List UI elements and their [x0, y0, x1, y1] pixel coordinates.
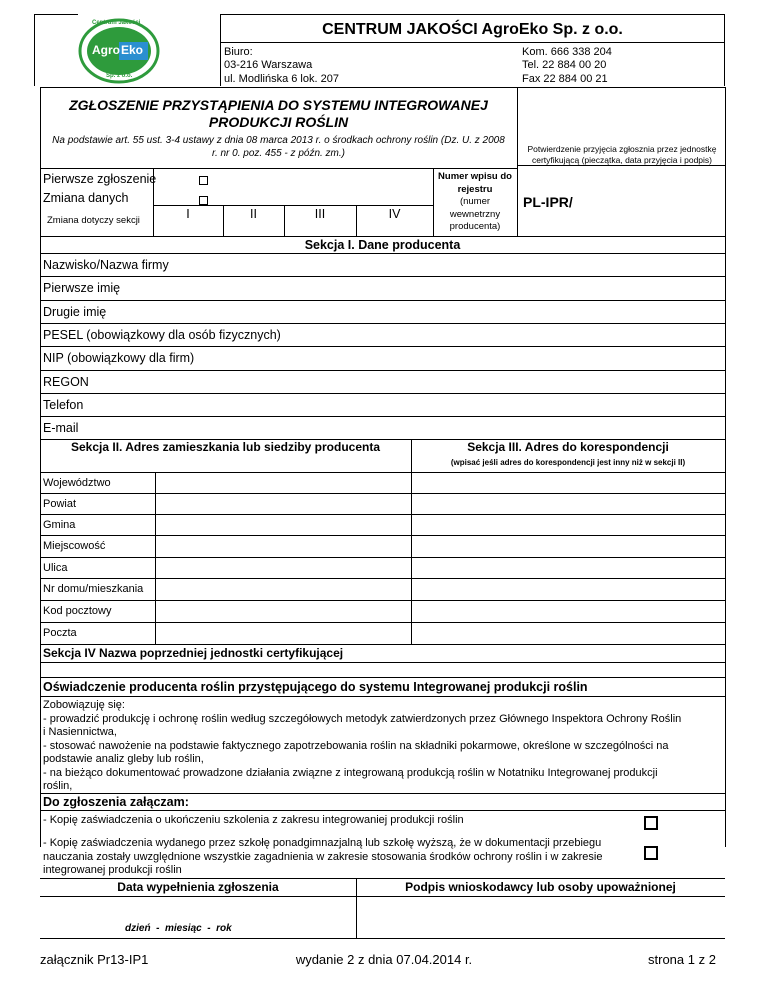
footer-attachment-id: załącznik Pr13-IP1 [40, 952, 149, 967]
field-nip[interactable]: NIP (obowiązkowy dla firm) [43, 351, 195, 365]
declaration-title: Oświadczenie producenta roślin przystępującego do systemu Integrowanej produkcji roślin [43, 680, 588, 694]
attachment-school-checkbox[interactable] [644, 846, 658, 860]
change-sections-label: Zmiana dotyczy sekcji [47, 215, 140, 226]
section-option-2[interactable]: II [250, 207, 257, 221]
company-logo [78, 18, 160, 84]
section-option-1[interactable]: I [186, 207, 190, 221]
fax: Fax 22 884 00 21 [522, 73, 608, 85]
logo-agro: Agro [92, 43, 120, 57]
phone-mobile: Kom. 666 338 204 [522, 46, 612, 58]
date-label: Data wypełnienia zgłoszenia [117, 880, 279, 894]
signature-label: Podpis wnioskodawcy lub osoby upoważnionej [405, 880, 676, 894]
field-regon[interactable]: REGON [43, 375, 89, 389]
address-town[interactable]: Miejscowość [43, 540, 106, 552]
address-house-number[interactable]: Nr domu/mieszkania [43, 583, 144, 595]
section1-title: Sekcja I. Dane producenta [304, 238, 461, 252]
confirmation-note: Potwierdzenie przyjęcia zgłosznia przez jednostkę certyfikującą (pieczątka, data przyjęcia i podpis) [527, 144, 717, 165]
section-option-3[interactable]: III [314, 207, 326, 221]
footer-edition: wydanie 2 z dnia 07.04.2014 r. [295, 952, 473, 967]
attachments-title: Do zgłoszenia załączam: [43, 795, 189, 809]
address-post-office[interactable]: Poczta [43, 627, 77, 639]
signature-field[interactable] [356, 896, 725, 938]
address-commune[interactable]: Gmina [43, 519, 76, 531]
section-option-4[interactable]: IV [388, 207, 401, 221]
section3-title: Sekcja III. Adres do korespondencji [467, 440, 669, 454]
section2-title: Sekcja II. Adres zamieszkania lub siedziby producenta [71, 440, 380, 454]
address-street[interactable]: Ulica [43, 562, 68, 574]
attachment-training-label: - Kopię zaświadczenia o ukończeniu szkolenia z zakresu integrowaniej produkcji roślin [43, 814, 464, 826]
field-second-name[interactable]: Drugie imię [43, 305, 107, 319]
date-format-hint: dzień - miesiąc - rok [125, 923, 232, 934]
office-city: 03-216 Warszawa [224, 59, 313, 71]
registry-number-field[interactable]: PL-IPR/ [523, 194, 573, 210]
legal-basis: Na podstawie art. 55 ust. 3-4 ustawy z dnia 08 marca 2013 r. o środkach ochrony roślin (Dz. U. z 2008 r. nr 0. poz. 455 - z późn. zm.) [52, 135, 505, 159]
logo-bottom-text: Sp. z o.o. [106, 73, 133, 79]
field-phone[interactable]: Telefon [43, 398, 84, 412]
address-county[interactable]: Powiat [43, 498, 77, 510]
logo-eko: Eko [121, 43, 144, 57]
phone: Tel. 22 884 00 20 [522, 59, 607, 71]
section3-note: (wpisać jeśli adres do korespondencji jest inny niż w sekcji II) [450, 458, 686, 467]
office-street: ul. Modlińska 6 lok. 207 [224, 73, 339, 85]
attachment-school-label: - Kopię zaświadczenia wydanego przez szkołę ponadgimnazjalną lub szkołę wyższą, że w dokumentacji przebiegu nauczania zostały uwzględnione wszystkie zagadnienia w zakresie stosowania środków ochrony roślin i w zakresie integrowanej produkcji roślin [43, 837, 603, 876]
address-postal-code[interactable]: Kod pocztowy [43, 605, 112, 617]
address-voivodeship[interactable]: Województwo [43, 477, 111, 489]
declaration-text: Zobowiązuję się: - prowadzić produkcję i ochronę roślin według szczegółowych metodyk zatwierdzonych przez Głównego Inspektora Ochrony Roślin i Nasiennictwa, - stosować nawożenie na podstawie faktycznego zapotrzebowania roślin na składniki pokarmowe, określone w szczególności na podstawie analiz gleby lub roślin, - na bieżąco dokumentować prowadzone działania związne z integrowaną produkcją roślin w Notatniku Integrowanej produkcji roślin, [43, 699, 682, 792]
data-change-label: Zmiana danych [43, 191, 129, 205]
field-email[interactable]: E-mail [43, 421, 79, 435]
field-pesel[interactable]: PESEL (obowiązkowy dla osób fizycznych) [43, 328, 281, 342]
data-change-checkbox[interactable] [199, 196, 208, 205]
attachment-training-checkbox[interactable] [644, 816, 658, 830]
field-name[interactable]: Nazwisko/Nazwa firmy [43, 258, 169, 272]
field-first-name[interactable]: Pierwsze imię [43, 281, 121, 295]
first-submission-label: Pierwsze zgłoszenie [43, 172, 157, 186]
section4-title: Sekcja IV Nazwa poprzedniej jednostki certyfikującej [43, 646, 344, 660]
form-title: ZGŁOSZENIE PRZYSTĄPIENIA DO SYSTEMU INTEGROWANEJ PRODUKCJI ROŚLIN [69, 97, 488, 130]
registry-number-label: Numer wpisu do rejestru (numer wewnetrzny producenta) [438, 171, 512, 232]
company-name: CENTRUM JAKOŚCI AgroEko Sp. z o.o. [322, 21, 623, 38]
footer-page-number: strona 1 z 2 [648, 952, 716, 967]
office-label: Biuro: [224, 46, 253, 58]
first-submission-checkbox[interactable] [199, 176, 208, 185]
logo-top-text: Centrum Jakości [92, 20, 141, 26]
